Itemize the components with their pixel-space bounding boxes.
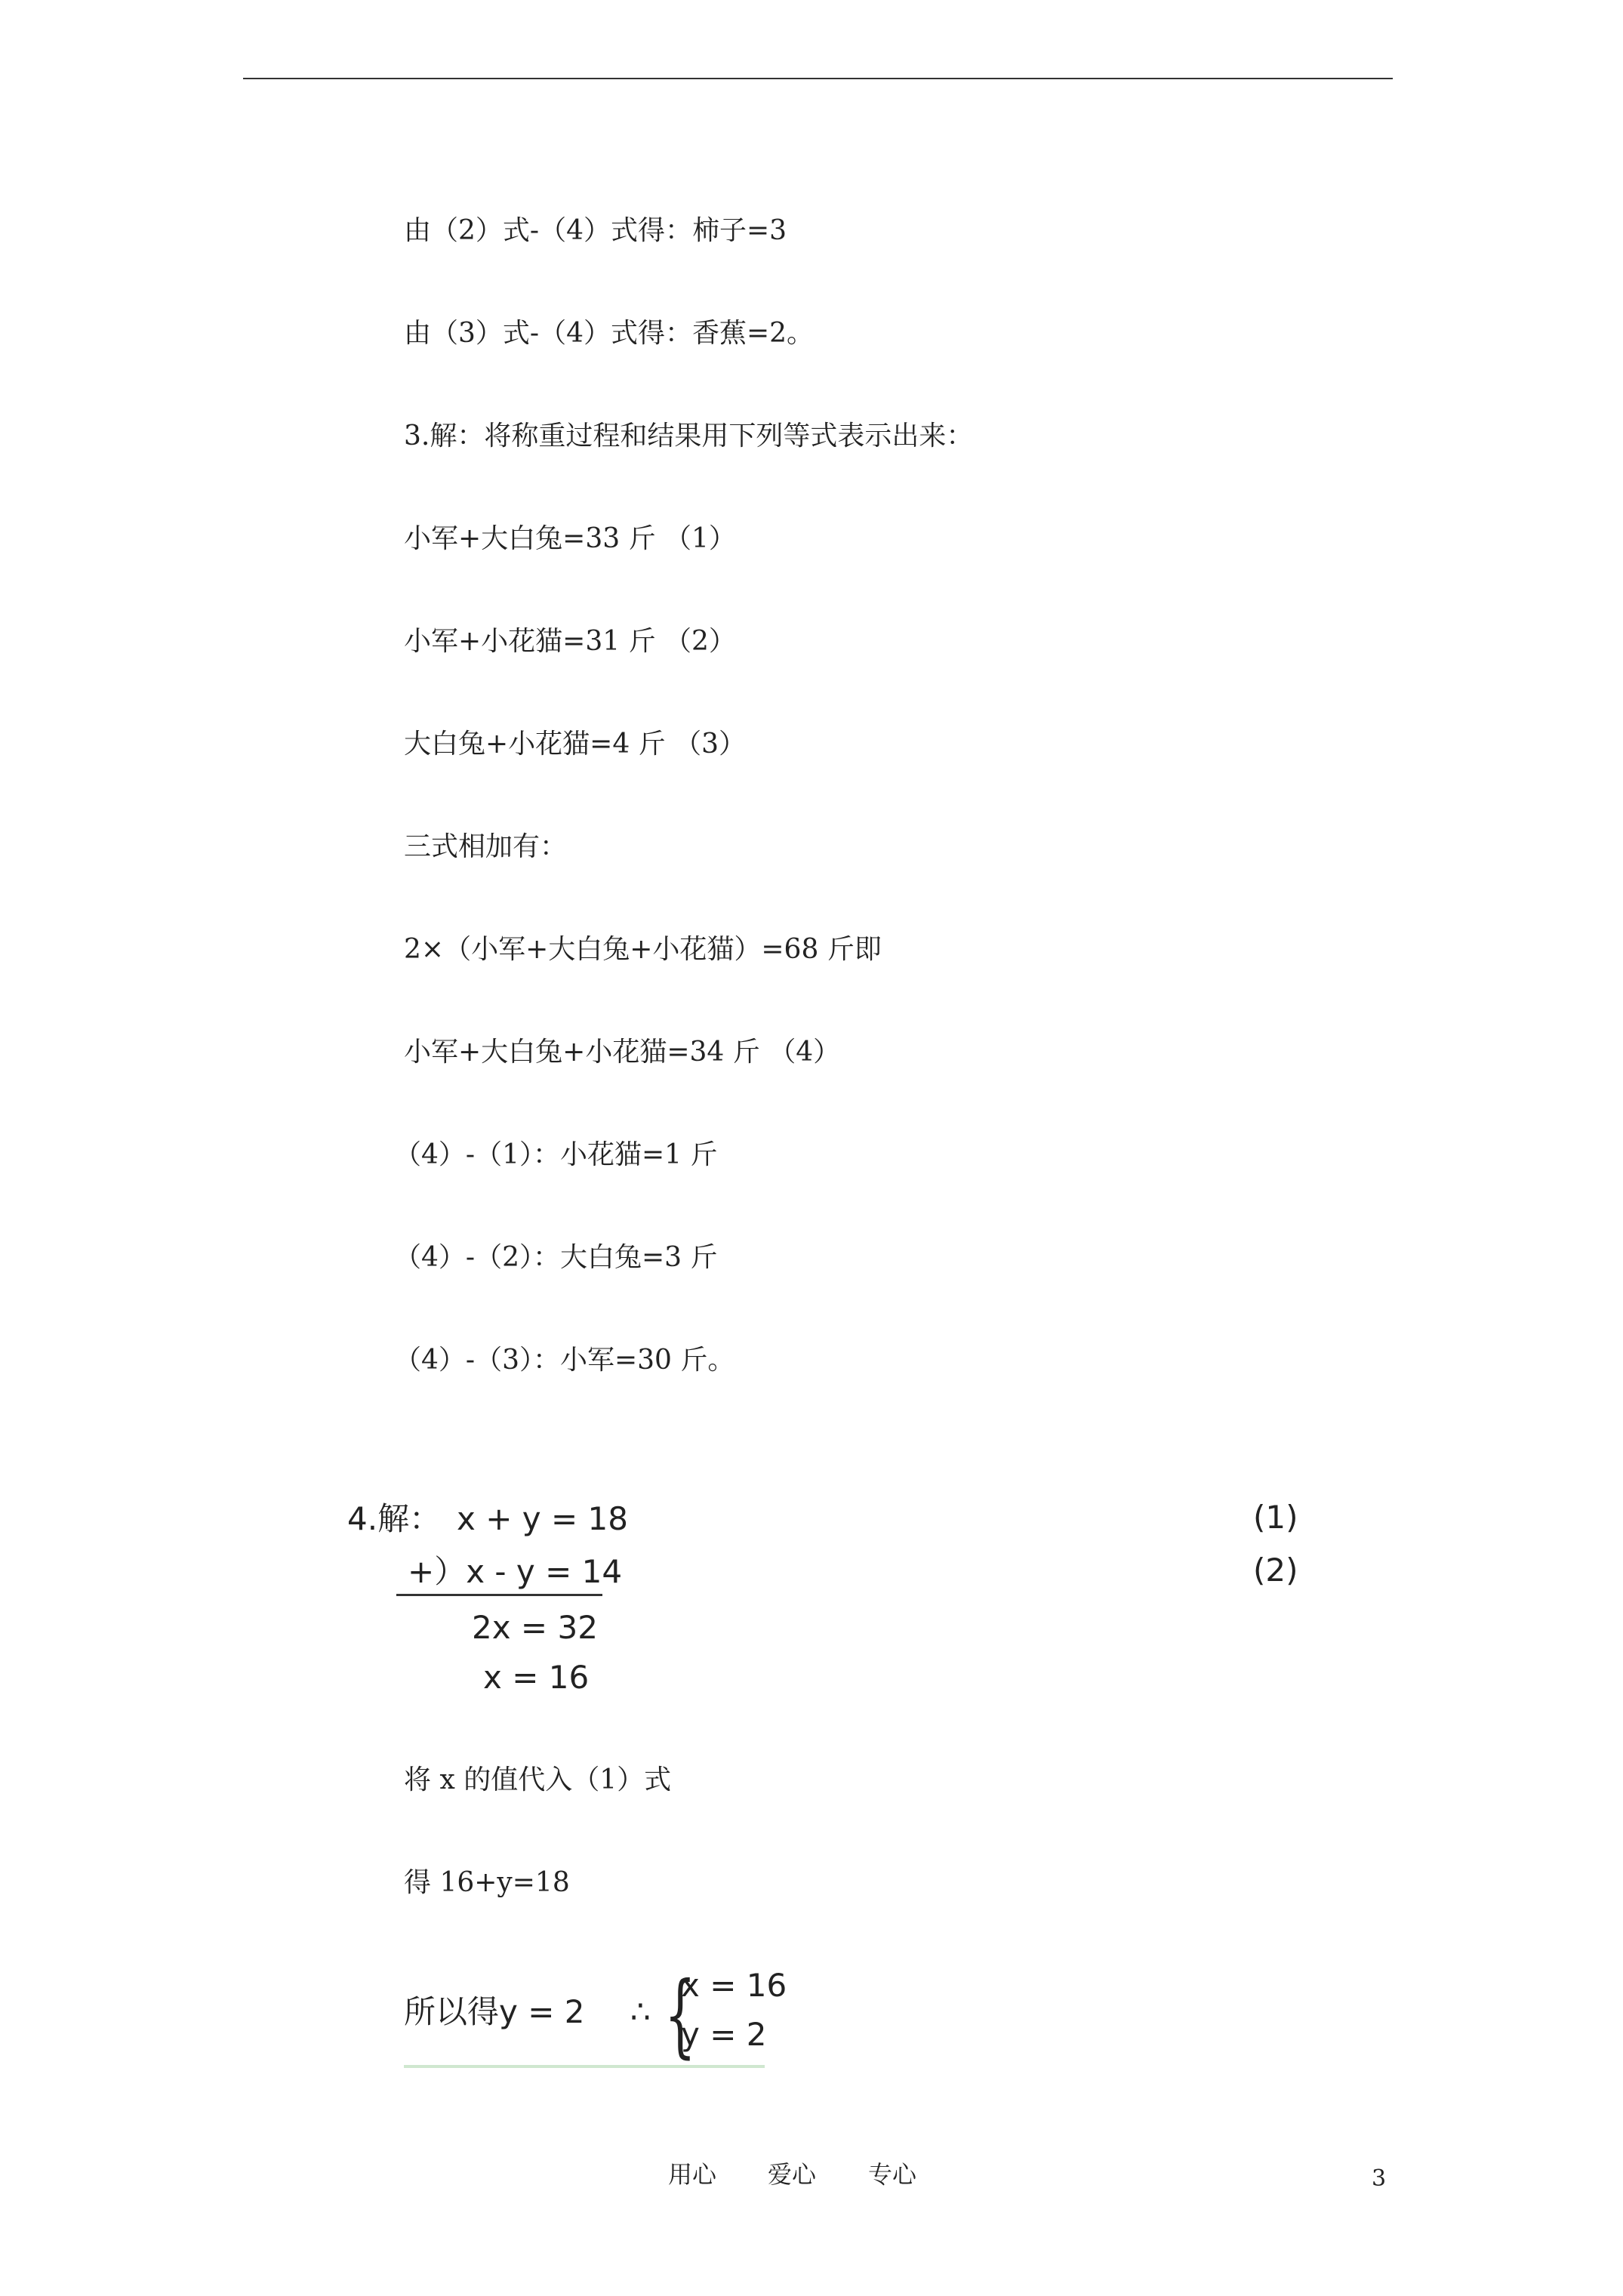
system-equation-2: y = 2 [681, 2016, 767, 2053]
q4-equation-2: +）x - y = 14 [408, 1553, 623, 1590]
q4-sum: 2x = 32 [472, 1609, 598, 1646]
text-line-1: 由（2）式-（4）式得：柿子=3 [404, 215, 787, 246]
text-line-9: 小军+大白兔+小花猫=34 斤 （4） [404, 1037, 841, 1068]
result-line: 得 16+y=18 [404, 1867, 570, 1898]
q4-equation-1: x + y = 18 [457, 1500, 628, 1537]
footer-item-3: 专心 [868, 2160, 917, 2189]
system-equation-1: x = 16 [681, 1967, 787, 2004]
q4-equation-2-tag: (2) [1253, 1552, 1298, 1589]
text-line-7: 三式相加有： [404, 831, 568, 862]
sum-line [396, 1594, 602, 1596]
text-line-6: 大白兔+小花猫=4 斤 （3） [404, 729, 747, 760]
q4-x-result: x = 16 [483, 1659, 590, 1696]
conclusion-text: 所以得y = 2 [404, 1993, 585, 2030]
q4-label: 4.解： [347, 1500, 442, 1537]
text-line-8: 2×（小军+大白兔+小花猫）=68 斤即 [404, 934, 882, 965]
footer-item-1: 用心 [668, 2160, 717, 2189]
header-rule [243, 78, 1393, 79]
therefore-symbol: ∴ [630, 1993, 651, 2030]
text-line-10: （4）-（1）：小花猫=1 斤 [394, 1139, 718, 1170]
text-line-4: 小军+大白兔=33 斤 （1） [404, 523, 736, 554]
text-line-11: （4）-（2）：大白兔=3 斤 [394, 1242, 718, 1273]
text-line-3: 3.解：将称重过程和结果用下列等式表示出来： [404, 421, 974, 451]
footer-item-2: 爱心 [768, 2160, 817, 2189]
text-line-2: 由（3）式-（4）式得：香蕉=2。 [404, 318, 815, 349]
left-brace: { [664, 1963, 696, 2068]
text-line-12: （4）-（3）：小军=30 斤。 [394, 1345, 735, 1376]
text-line-5: 小军+小花猫=31 斤 （2） [404, 626, 736, 657]
q4-equation-1-tag: (1) [1253, 1499, 1298, 1536]
image-underline [404, 2065, 765, 2068]
substitute-line: 将 x 的值代入（1）式 [404, 1764, 672, 1795]
page-number: 3 [1372, 2165, 1387, 2192]
